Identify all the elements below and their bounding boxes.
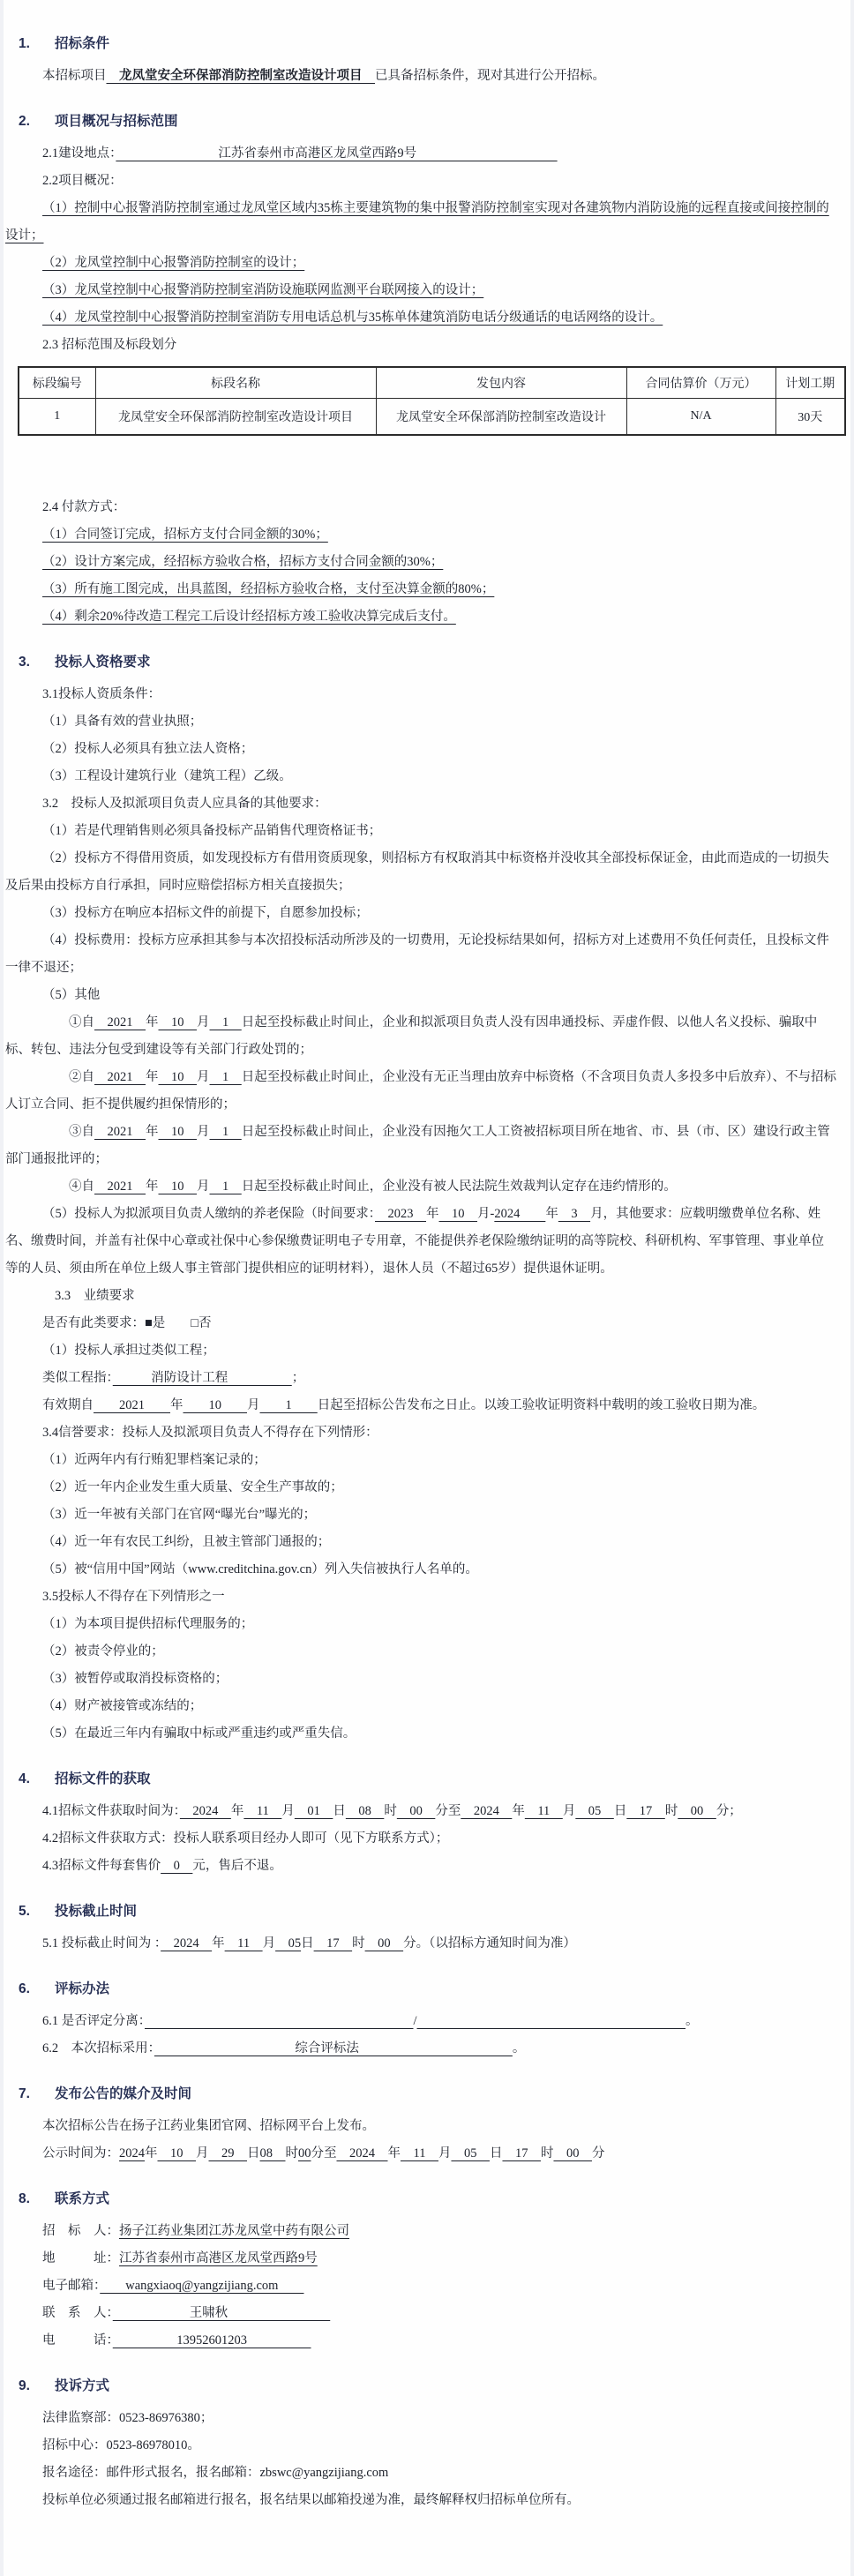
underlined-field: （4）龙凤堂控制中心报警消防控制室消防专用电话总机与35栋单体建筑消防电话分级通话的电话网络的设计。 xyxy=(42,311,663,325)
underlined-field: （2）设计方案完成，经招标方验收合格，招标方支付合同金额的30%； xyxy=(42,555,444,569)
text-segment: 日起至投标截止时间止，企业和拟派项目负责人没有因串通投标、弄虚作假、以他人名义投标、骗取中标、转包、违法分包受到建设等有关部门行政处罚的； xyxy=(5,1015,818,1057)
underlined-field: 2024 xyxy=(119,2146,145,2160)
underlined-field: （3）所有施工图完成，出具蓝图，经招标方验收合格，支付至决算金额的80%； xyxy=(42,582,495,596)
underlined-field: 2024 xyxy=(494,1207,546,1221)
text-segment: （1）为本项目提供招标代理服务的； xyxy=(42,1617,254,1631)
text-segment: 年 xyxy=(145,2146,158,2160)
paragraph xyxy=(4,1556,845,1584)
text-segment: （2）近一年内企业发生重大质量、安全生产事故的； xyxy=(42,1480,343,1494)
table-cell: N/A xyxy=(626,399,775,436)
underlined-field: 10 xyxy=(158,1125,197,1139)
section-number: 7. xyxy=(19,2086,30,2101)
paragraph xyxy=(4,195,845,250)
text-segment: 报名途径：邮件形式报名，报名邮箱：zbswc@yangzijiang.com xyxy=(42,2466,389,2480)
underlined-field: 龙凤堂安全环保部消防控制室改造设计项目 xyxy=(106,69,375,83)
text-segment: 。 xyxy=(685,2014,699,2028)
section-title: 发布公告的媒介及时间 xyxy=(55,2086,192,2101)
paragraph xyxy=(4,1064,845,1119)
text-segment: 3.5投标人不得存在下列情形之一 xyxy=(42,1590,225,1604)
text-segment: 2.3 招标范围及标段划分 xyxy=(42,338,177,352)
text-segment: （1）近两年内有行贿犯罪档案记录的； xyxy=(42,1453,266,1467)
text-segment: （2）投标人必须具有独立法人资格； xyxy=(42,742,254,756)
underlined-field: 00 xyxy=(678,1804,716,1818)
paragraph xyxy=(4,2460,845,2487)
bid-lots-table xyxy=(18,366,846,436)
underlined-field: 2021 xyxy=(94,1015,146,1030)
section-title: 联系方式 xyxy=(55,2191,110,2206)
text-segment: （4）近一年有农民工纠纷，且被主管部门通报的； xyxy=(42,1535,331,1549)
underlined-field: （1）合同签订完成，招标方支付合同金额的30%； xyxy=(42,528,328,542)
underlined-field: 2024 xyxy=(161,1936,213,1951)
paragraph xyxy=(4,1474,845,1501)
paragraph xyxy=(4,1501,845,1529)
text-segment: 3.3 业绩要求 xyxy=(55,1289,135,1303)
section-number: 1. xyxy=(19,36,30,51)
text-segment: 本招标项目 xyxy=(42,69,107,83)
underlined-field: 00 xyxy=(298,2146,311,2160)
text-segment: 联 系 人： xyxy=(42,2306,113,2320)
paragraph xyxy=(4,2140,845,2168)
text-segment: 日 xyxy=(489,2146,503,2160)
paragraph xyxy=(4,332,845,359)
text-segment: ④自 xyxy=(69,1179,94,1194)
underlined-field xyxy=(145,2014,414,2028)
text-segment: 年 xyxy=(212,1936,225,1951)
text-segment: 分。（以招标方通知时间为准） xyxy=(403,1936,576,1951)
text-segment: （5）投标人为拟派项目负责人缴纳的养老保险（时间要求： xyxy=(42,1207,375,1221)
text-segment: 电 话： xyxy=(42,2333,113,2348)
underlined-field: 10 xyxy=(158,1179,197,1194)
table-head xyxy=(19,367,845,399)
paragraph xyxy=(4,1825,845,1853)
underlined-field: 11 xyxy=(524,1804,563,1818)
paragraph xyxy=(4,2405,845,2432)
section-title: 招标条件 xyxy=(55,36,110,51)
underlined-field: 05 xyxy=(575,1804,614,1818)
text-segment: （5）被“信用中国”网站（www.creditchina.gov.cn）列入失信被执行人名单的。 xyxy=(42,1562,478,1576)
underlined-field: （1）控制中心报警消防控制室通过龙凤堂区域内35栋主要建筑物的集中报警消防控制室实现对各建筑物内消防设施的远程直接或间接控制的设计； xyxy=(5,201,829,243)
text-segment: 时 xyxy=(384,1804,397,1818)
table-cell: 龙凤堂安全环保部消防控制室改造设计 xyxy=(376,399,626,436)
text-segment: ③自 xyxy=(69,1125,94,1139)
section-title: 项目概况与招标范围 xyxy=(55,114,178,129)
paragraph xyxy=(4,1666,845,1693)
underlined-field: 综合评标法 xyxy=(154,2041,513,2056)
paragraph xyxy=(4,1392,845,1419)
paragraph xyxy=(4,1693,845,1720)
text-segment: （2）投标方不得借用资质，如发现投标方有借用资质现象，则招标方有权取消其中标资格并没收其全部投标保证金，由此而造成的一切损失及后果由投标方自行承担，同时应赔偿招标方相关直接损失； xyxy=(5,851,829,893)
text-segment: 月 xyxy=(438,2146,452,2160)
paragraph xyxy=(4,1447,845,1474)
underlined-field: 05 xyxy=(451,2146,490,2160)
paragraph xyxy=(4,1611,845,1638)
paragraph xyxy=(4,2273,845,2300)
paragraph xyxy=(4,1173,845,1201)
paragraph xyxy=(4,549,845,576)
paragraph xyxy=(4,2008,845,2035)
text-segment: 已具备招标条件，现对其进行公开招标。 xyxy=(375,69,605,83)
paragraph xyxy=(4,1009,845,1064)
text-segment: / xyxy=(413,2014,417,2028)
text-segment: 月 xyxy=(562,1804,576,1818)
text-segment: 日 xyxy=(247,2146,260,2160)
table-cell: 龙凤堂安全环保部消防控制室改造设计项目 xyxy=(95,399,376,436)
text-segment: 日起至投标截止时间止，企业没有因拖欠工人工资被招标项目所在地省、市、县（市、区）建设行政主管部门通报批评的； xyxy=(5,1125,830,1166)
underlined-field: 3 xyxy=(558,1207,591,1221)
underlined-field: 1 xyxy=(209,1125,242,1139)
underlined-field xyxy=(417,2014,686,2028)
text-segment: 时 xyxy=(352,1936,365,1951)
paragraph xyxy=(4,1798,845,1825)
table-header-row xyxy=(19,367,845,399)
paragraph xyxy=(4,900,845,927)
text-segment: 月 xyxy=(262,1936,276,1951)
section-title: 投标截止时间 xyxy=(55,1904,138,1919)
text-segment: 4.2招标文件获取方式：投标人联系项目经办人即可（见下方联系方式）； xyxy=(42,1831,449,1846)
underlined-field: （2）龙凤堂控制中心报警消防控制室的设计； xyxy=(42,256,305,270)
section-number: 8. xyxy=(19,2191,30,2206)
table-header-cell: 标段名称 xyxy=(95,367,376,399)
text-segment: 日起至招标公告发布之日止。以竣工验收证明资料中载明的竣工验收日期为准。 xyxy=(317,1398,766,1412)
underlined-field: 08 xyxy=(259,2146,286,2160)
text-segment: 年 xyxy=(230,1804,244,1818)
text-segment: （4）财产被接管或冻结的； xyxy=(42,1699,203,1713)
text-segment: 年 xyxy=(170,1398,184,1412)
paragraph xyxy=(4,681,845,708)
paragraph xyxy=(4,708,845,736)
paragraph xyxy=(4,1853,845,1880)
underlined-field: 00 xyxy=(364,1936,404,1951)
underlined-field: 13952601203 xyxy=(112,2333,311,2348)
text-segment: 3.2 投标人及拟派项目负责人应具备的其他要求： xyxy=(42,797,327,811)
underlined-field: wangxiaoq@yangzijiang.com xyxy=(100,2279,304,2293)
underlined-field: 1 xyxy=(209,1070,242,1084)
section-title: 招标文件的获取 xyxy=(55,1771,151,1786)
text-segment: 招 标 人： xyxy=(42,2224,119,2238)
text-segment: （2）被责令停业的； xyxy=(42,1644,164,1659)
paragraph xyxy=(4,982,845,1009)
underlined-field: 10 xyxy=(158,1015,197,1030)
section-heading-3 xyxy=(19,648,845,676)
underlined-field: 11 xyxy=(401,2146,438,2160)
text-segment: 地 址： xyxy=(42,2251,119,2265)
paragraph xyxy=(4,2327,845,2355)
text-segment: 分至 xyxy=(435,1804,461,1818)
text-segment: 月 xyxy=(247,1398,260,1412)
table-header-cell: 计划工期 xyxy=(775,367,845,399)
text-segment: 月 xyxy=(197,1125,210,1139)
text-segment: ②自 xyxy=(69,1070,94,1084)
text-segment: 年 xyxy=(387,2146,401,2160)
text-segment: ； xyxy=(291,1371,305,1385)
text-segment: 时 xyxy=(285,2146,298,2160)
paragraph xyxy=(4,1201,845,1283)
section-title: 评标办法 xyxy=(55,1981,110,1996)
table-cell: 1 xyxy=(19,399,95,436)
paragraph xyxy=(4,1930,845,1958)
underlined-field: 17 xyxy=(313,1936,353,1951)
text-segment: （4）投标费用：投标方应承担其参与本次招投标活动所涉及的一切费用，无论投标结果如何，招标方对上述费用不负任何责任，且投标文件一律不退还； xyxy=(5,933,829,975)
table-body xyxy=(19,399,845,436)
text-segment: 年 xyxy=(512,1804,525,1818)
text-segment: （1）投标人承担过类似工程； xyxy=(42,1344,215,1358)
table-cell: 30天 xyxy=(775,399,845,436)
underlined-field: 0 xyxy=(161,1859,193,1873)
text-segment: 5.1 投标截止时间为 ： xyxy=(42,1936,161,1951)
text-segment: （5）在最近三年内有骗取中标或严重违约或严重失信。 xyxy=(42,1726,356,1741)
paragraph xyxy=(4,576,845,603)
table-header-cell: 合同估算价（万元） xyxy=(626,367,775,399)
text-segment: 月，其他要求：应载明缴费单位名称、姓名、缴费时间，并盖有社保中心章或社保中心参保缴费证明电子专用章，不能提供养老保险缴纳证明的高等院校、科研机构、军事管理、事业单位等的人员、须由所在单位上级人事主管部门提供相应的证明材料），退休人员（不超过65岁）提供退休证明。 xyxy=(5,1207,824,1276)
text-segment: 月- xyxy=(477,1207,495,1221)
paragraph xyxy=(4,277,845,304)
paragraph xyxy=(4,2218,845,2245)
text-segment: （5）其他 xyxy=(42,988,101,1002)
section-heading-9 xyxy=(19,2372,845,2400)
underlined-field: 00 xyxy=(553,2146,592,2160)
text-segment: （1）若是代理销售则必须具备投标产品销售代理资格证书； xyxy=(42,824,382,838)
text-segment: 年 xyxy=(426,1207,439,1221)
paragraph xyxy=(4,603,845,631)
underlined-field: 10 xyxy=(158,1070,197,1084)
text-segment: 电子邮箱： xyxy=(42,2279,101,2293)
section-heading-8 xyxy=(19,2185,845,2213)
section-heading-1 xyxy=(19,30,845,57)
section-title: 投标人资格要求 xyxy=(55,655,151,670)
text-segment: 分至 xyxy=(311,2146,337,2160)
text-segment: 2.2项目概况： xyxy=(42,174,123,188)
underlined-field: 01 xyxy=(294,1804,333,1818)
underlined-field: 00 xyxy=(396,1804,436,1818)
text-segment: 投标单位必须通过报名邮箱进行报名，报名结果以邮箱投递为准，最终解释权归招标单位所有。 xyxy=(42,2493,580,2507)
underlined-field: 2021 xyxy=(94,1179,146,1194)
underlined-field: 消防设计工程 xyxy=(112,1371,292,1385)
underlined-field: （3）龙凤堂控制中心报警消防控制室消防设施联网监测平台联网接入的设计； xyxy=(42,283,484,297)
paragraph xyxy=(4,494,845,521)
underlined-field: 10 xyxy=(183,1398,247,1412)
paragraph xyxy=(4,521,845,549)
text-segment: 月 xyxy=(197,1015,210,1030)
text-segment: 分； xyxy=(715,1804,742,1818)
text-segment: 类似工程指： xyxy=(42,1371,113,1385)
paragraph xyxy=(4,2245,845,2273)
section-heading-5 xyxy=(19,1898,845,1925)
text-segment: 年 xyxy=(146,1179,159,1194)
underlined-field: 王啸秋 xyxy=(112,2306,331,2320)
paragraph xyxy=(4,845,845,900)
text-segment: 6.2 本次招标采用： xyxy=(42,2041,154,2056)
text-segment: 招标中心：0523-86978010。 xyxy=(42,2438,200,2452)
section-heading-7 xyxy=(19,2080,845,2108)
paragraph xyxy=(4,140,845,168)
underlined-field: 扬子江药业集团江苏龙凤堂中药有限公司 xyxy=(119,2224,349,2238)
paragraph xyxy=(4,763,845,790)
text-segment: 3.1投标人资质条件： xyxy=(42,687,161,701)
paragraph xyxy=(4,1365,845,1392)
text-segment: 年 xyxy=(545,1207,558,1221)
text-segment: ①自 xyxy=(69,1015,94,1030)
section-number: 4. xyxy=(19,1771,30,1786)
underlined-field: 1 xyxy=(259,1398,318,1412)
paragraph xyxy=(4,2113,845,2140)
text-segment: 日 xyxy=(301,1936,314,1951)
text-segment: （3）投标方在响应本招标文件的前提下，自愿参加投标； xyxy=(42,906,369,920)
underlined-field: 17 xyxy=(502,2146,541,2160)
text-segment: 4.3招标文件每套售价 xyxy=(42,1859,161,1873)
underlined-field: 2023 xyxy=(375,1207,426,1221)
underlined-field: 1 xyxy=(209,1179,242,1194)
text-segment: （3）被暂停或取消投标资格的； xyxy=(42,1672,228,1686)
text-segment: 2.1建设地点： xyxy=(42,146,116,161)
text-segment: 本次招标公告在扬子江药业集团官网、招标网平台上发布。 xyxy=(42,2119,375,2133)
text-segment: 4.1招标文件获取时间为： xyxy=(42,1804,180,1818)
text-segment: 时 xyxy=(540,2146,554,2160)
paragraph xyxy=(4,1638,845,1666)
paragraph xyxy=(4,1529,845,1556)
text-segment: 元，售后不退。 xyxy=(192,1859,282,1873)
paragraph xyxy=(4,1119,845,1173)
underlined-field: 1 xyxy=(209,1015,242,1030)
paragraph xyxy=(4,2035,845,2063)
text-segment: 是否有此类要求：■是 □否 xyxy=(42,1316,212,1330)
table-row xyxy=(19,399,845,436)
underlined-field: 11 xyxy=(224,1936,263,1951)
text-segment: 年 xyxy=(146,1015,159,1030)
underlined-field: 江苏省泰州市高港区龙凤堂西路9号 xyxy=(116,146,558,161)
text-segment: 法律监察部：0523-86976380； xyxy=(42,2411,214,2425)
underlined-field: 2024 xyxy=(179,1804,231,1818)
paragraph xyxy=(4,1283,845,1310)
paragraph xyxy=(4,63,845,90)
section-number: 9. xyxy=(19,2378,30,2393)
paragraph xyxy=(4,1337,845,1365)
paragraph xyxy=(4,304,845,332)
paragraph xyxy=(4,736,845,763)
table-header-cell: 标段编号 xyxy=(19,367,95,399)
section-number: 6. xyxy=(19,1981,30,1996)
underlined-field: 08 xyxy=(345,1804,385,1818)
paragraph xyxy=(4,250,845,277)
section-heading-6 xyxy=(19,1975,845,2003)
table-header-cell: 发包内容 xyxy=(376,367,626,399)
text-segment: 有效期自 xyxy=(42,1398,94,1412)
paragraph xyxy=(4,1584,845,1611)
text-segment: 3.4信誉要求：投标人及拟派项目负责人不得存在下列情形： xyxy=(42,1426,378,1440)
paragraph xyxy=(4,1419,845,1447)
text-segment: 公示时间为： xyxy=(42,2146,119,2160)
text-segment: 日起至投标截止时间止，企业没有无正当理由放弃中标资格（不含项目负责人多投多中后放弃）、不与招标人订立合同、拒不提供履约担保情形的； xyxy=(5,1070,836,1112)
section-number: 3. xyxy=(19,655,30,670)
text-segment: 年 xyxy=(146,1125,159,1139)
text-segment: 月 xyxy=(197,1070,210,1084)
text-segment: （3）近一年被有关部门在官网“曝光台”曝光的； xyxy=(42,1508,317,1522)
underlined-field: 10 xyxy=(438,1207,477,1221)
underlined-field: 05 xyxy=(275,1936,302,1951)
section-heading-2 xyxy=(19,108,845,135)
text-segment: 日起至投标截止时间止，企业没有被人民法院生效裁判认定存在违约情形的。 xyxy=(241,1179,677,1194)
underlined-field: 2024 xyxy=(336,2146,388,2160)
underlined-field: 2021 xyxy=(94,1398,170,1412)
underlined-field: 10 xyxy=(157,2146,196,2160)
text-segment: 月 xyxy=(197,1179,210,1194)
text-segment: 日 xyxy=(333,1804,346,1818)
section-heading-4 xyxy=(19,1765,845,1793)
underlined-field: 2024 xyxy=(461,1804,513,1818)
paragraph xyxy=(4,818,845,845)
section-number: 5. xyxy=(19,1904,30,1919)
underlined-field: 2021 xyxy=(94,1070,146,1084)
paragraph xyxy=(4,1720,845,1748)
paragraph xyxy=(4,927,845,982)
paragraph xyxy=(4,2300,845,2327)
text-segment: 分 xyxy=(591,2146,605,2160)
text-segment: 6.1 是否评定分离： xyxy=(42,2014,145,2028)
underlined-field: 2021 xyxy=(94,1125,146,1139)
underlined-field: 29 xyxy=(208,2146,247,2160)
text-segment: 日 xyxy=(613,1804,627,1818)
underlined-field: 11 xyxy=(243,1804,282,1818)
text-segment: 月 xyxy=(281,1804,295,1818)
text-segment: 2.4 付款方式： xyxy=(42,500,126,514)
section-number: 2. xyxy=(19,114,30,129)
underlined-field: （4）剩余20%待改造工程完工后设计经招标方竣工验收决算完成后支付。 xyxy=(42,610,456,624)
text-segment: （3）工程设计建筑行业（建筑工程）乙级。 xyxy=(42,769,292,783)
paragraph xyxy=(4,168,845,195)
text-segment: 时 xyxy=(664,1804,678,1818)
paragraph xyxy=(4,2487,845,2514)
paragraph xyxy=(4,790,845,818)
text-segment: 月 xyxy=(196,2146,209,2160)
underlined-field: 江苏省泰州市高港区龙凤堂西路9号 xyxy=(119,2251,318,2265)
section-title: 投诉方式 xyxy=(55,2378,110,2393)
text-segment: （1）具备有效的营业执照； xyxy=(42,715,203,729)
underlined-field: 17 xyxy=(626,1804,665,1818)
text-segment: 。 xyxy=(512,2041,526,2056)
text-segment: 年 xyxy=(146,1070,159,1084)
paragraph xyxy=(4,1310,845,1337)
paragraph xyxy=(4,2432,845,2460)
